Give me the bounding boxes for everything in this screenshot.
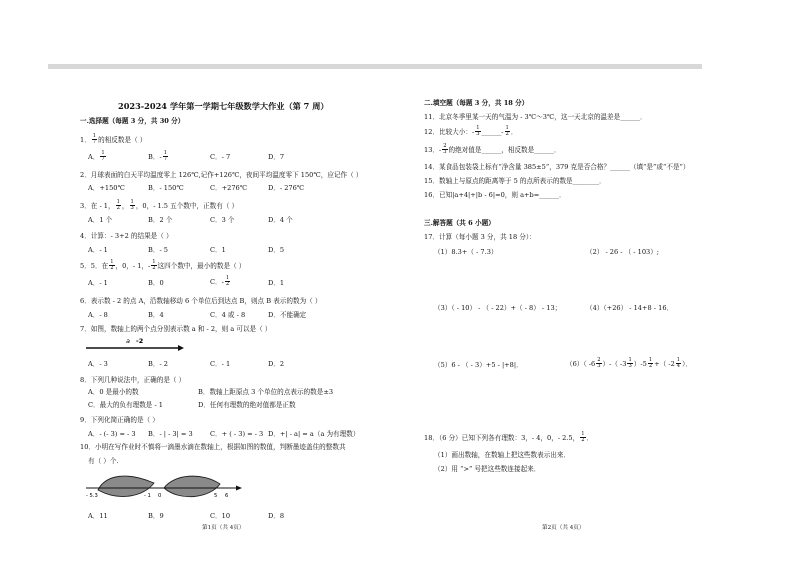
q10-option-b: B．9 <box>148 512 164 520</box>
q9-option-a: A．- (- 3) = - 3 <box>88 430 136 438</box>
q9-option-c: C．+ ( - 3) = - 3 <box>210 430 264 438</box>
ink-blot-right <box>164 476 220 497</box>
q5-option-c: C．- $\frac{1}{2}$ <box>210 275 230 288</box>
q6-option-b: B．4 <box>148 311 164 319</box>
q10-tick-label: - 5.3 <box>86 493 98 499</box>
q10-tick-label: 5 <box>214 493 218 499</box>
q8-option-d: D．任何有理数的绝对值都是正数 <box>198 401 296 409</box>
q8-option-b: B．数轴上距原点 3 个单位的点表示的数是±3 <box>198 388 334 396</box>
question-8: 8．下列几种说法中，正确的是（ ） <box>80 376 186 384</box>
question-11: 11．北京冬季里某一天的气温为 - 3℃～3℃，这一天北京的温差是______． <box>424 113 647 121</box>
q10-option-d: D．8 <box>268 512 285 520</box>
q4-option-b: B．- 5 <box>148 246 168 254</box>
exam-title: 2023-2024 学年第一学期七年级数学大作业（第 7 周） <box>118 101 329 111</box>
q3-option-c: C．3 个 <box>210 216 235 224</box>
q7-axis-label-minus2: -2 <box>136 337 144 345</box>
q17-part-4: （4）（+26） - 14+8 - 16． <box>586 304 674 312</box>
question-5: 5．5．在 $\frac{1}{2}$ ，0，- 1，- $\frac{1}{2}$ 这四个数中，最小的数是（ ） <box>80 259 246 272</box>
question-6: 6．表示数 - 2 的点 A，沿数轴移动 6 个单位后到达点 B，则点 B 表示的数为（ ） <box>80 297 322 305</box>
q1-option-d: D．7 <box>268 153 285 161</box>
question-3: 3．在 - 1， $\frac{1}{2}$ ， $\frac{1}{3}$ ，0，- 1.5 五个数中，正数有（ ） <box>80 199 239 212</box>
question-18: 18．（6 分）已知下列各有理数：3，- 4，0，- 2.5， $\frac{1}{2}$ ． <box>424 431 594 444</box>
q5-option-d: D．1 <box>268 279 285 287</box>
q7-option-c: C．- 1 <box>210 360 231 368</box>
q10-option-a: A．11 <box>88 512 108 520</box>
q4-option-d: D．5 <box>268 246 285 254</box>
solve-section-heading: 三.解答题（共 6 小题） <box>424 219 495 227</box>
q3-option-b: B．2 个 <box>148 216 173 224</box>
q7-option-b: B．- 2 <box>148 360 168 368</box>
right-page-footer: 第2页（共 4页） <box>542 525 585 531</box>
q10-ink-number-line <box>84 468 244 506</box>
q8-option-a: A．0 是最小的数 <box>88 388 139 396</box>
q3-option-a: A．1 个 <box>88 216 113 224</box>
q17-part-2: （2） - 26 - （ - 103）; <box>586 248 660 256</box>
question-4: 4．计算：- 3+2 的结果是（ ） <box>80 232 173 240</box>
question-16: 16．已知|a+4|+|b - 6|=0，则 a+b=______． <box>424 191 566 199</box>
q6-option-c: C．4 或 - 8 <box>210 311 246 319</box>
q10-tick-label: 6 <box>225 493 229 499</box>
question-13: 13．- $\frac{2}{3}$ 的绝对值是______，相反数是______． <box>424 143 561 156</box>
q7-option-a: A．- 3 <box>88 360 108 368</box>
q5-option-a: A．- 1 <box>88 279 108 287</box>
q7-number-line <box>84 336 184 354</box>
question-14: 14．某食品包装袋上标有“净含量 385±5”，379 克是否合格？______（填“是”或“不是”） <box>424 163 690 171</box>
q2-option-d: D．- 276℃ <box>268 184 305 192</box>
q8-option-c: C．最大的负有理数是 - 1 <box>88 401 164 409</box>
q1-option-b: B．- $\frac{1}{7}$ <box>148 150 167 163</box>
left-page-footer: 第1页（共 4页） <box>202 525 245 531</box>
q6-option-a: A．- 8 <box>88 311 108 319</box>
question-1: 1． $\frac{1}{7}$ 的相反数是（ ） <box>80 133 147 146</box>
question-2: 2．月球表面的白天平均温度零上 126℃,记作+126℃，夜间平均温度零下 150℃，应记作（ ） <box>80 171 363 179</box>
fill-section-heading: 二.填空题（每题 3 分，共 18 分） <box>424 99 529 107</box>
q17-part-6: （6）（ -6 $\frac{2}{3}$ ）-（ -3 $\frac{1}{3}$ ）-5 $\frac{1}{2}$ +（ -2 $\frac{1}{4}$ ）． <box>566 357 692 370</box>
q6-option-d: D．不能确定 <box>268 311 307 319</box>
q4-option-c: C．1 <box>210 246 226 254</box>
q7-option-d: D．2 <box>268 360 285 368</box>
q1-option-c: C．- 7 <box>210 153 231 161</box>
question-17-heading: 17．计算（每小题 3 分，共 18 分）： <box>424 233 536 241</box>
q1-option-a: A． $\frac{1}{7}$ <box>88 150 105 163</box>
q2-option-b: B．- 150℃ <box>148 184 184 192</box>
question-10-line-2: 有（ ）个. <box>88 457 119 465</box>
q9-option-d: D．+| - a| = a（a 为有理数） <box>268 430 360 438</box>
question-12: 12．比较大小：- $\frac{1}{3}$ ______- $\frac{1}{2}$ ． <box>424 125 518 138</box>
q9-option-b: B．- | - 3| = 3 <box>148 430 193 438</box>
q17-part-5: （5）6 - （ - 3）+5 - |+8|． <box>434 361 523 369</box>
q17-part-3: （3）（ - 10） - （ - 22）+（ - 8） - 13； <box>434 304 562 312</box>
q2-option-c: C．+276℃ <box>210 184 248 192</box>
choice-section-heading: 一.选择题（每题 3 分，共 30 分） <box>80 117 185 125</box>
top-divider <box>48 64 702 69</box>
q3-option-d: D．4 个 <box>268 216 293 224</box>
q10-option-c: C．10 <box>210 512 231 520</box>
q18-part-2: （2）用 “>” 号把这些数连接起来． <box>434 465 541 473</box>
q4-option-a: A．- 1 <box>88 246 108 254</box>
q5-option-b: B．0 <box>148 279 164 287</box>
question-10-line-1: 10．小明在写作业时不慎将一滴墨水滴在数轴上，根据如图的数值，判断墨迹盖住的整数共 <box>80 443 346 451</box>
question-9: 9．下列化简正确的是（ ） <box>80 416 159 424</box>
q10-tick-label: - 1 <box>144 493 151 499</box>
question-15: 15．数轴上与原点的距离等于 5 的点所表示的数是________． <box>424 177 606 185</box>
question-7: 7．如图，数轴上的两个点分别表示数 a 和 - 2，则 a 可以是（ ） <box>80 325 272 333</box>
q7-axis-label-a: a <box>126 337 130 345</box>
q10-tick-label: 0 <box>158 493 162 499</box>
q2-option-a: A．+150℃ <box>88 184 125 192</box>
q17-part-1: （1）8.3+（ - 7.3） <box>434 248 498 256</box>
q18-part-1: （1）画出数轴，在数轴上把这些数表示出来． <box>434 451 571 459</box>
